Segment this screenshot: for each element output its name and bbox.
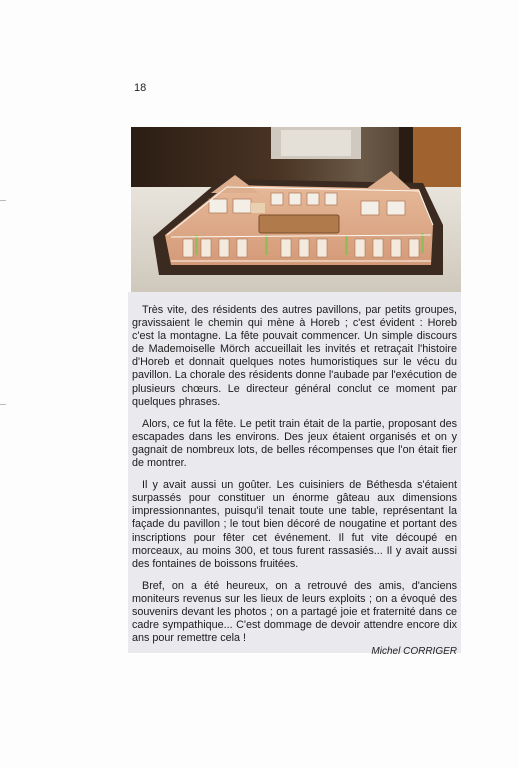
article-text-block: [128, 292, 461, 653]
paragraph-4: Bref, on a été heureux, on a retrouvé des amis, d'anciens moniteurs revenus sur les lieux de leurs exploits ; on a évoqué des souvenirs devant les photos ; on a partagé joie et fraternité dans ce cadre sympathique... C'est dommage de devoir attendre encore dix ans pour remettre cela !: [132, 579, 457, 645]
paragraph-2: Alors, ce fut la fête. Le petit train était de la partie, proposant des escapades dans les environs. Des jeux étaient organisés et on y gagnait de nombreux lots, de belles récompenses que l'on était fier de montrer.: [132, 417, 457, 470]
cake-photo: [131, 127, 461, 292]
cake-illustration: [131, 127, 461, 292]
margin-mark: [0, 404, 6, 405]
page-number: 18: [134, 82, 147, 94]
paragraph-1: Très vite, des résidents des autres pavillons, par petits groupes, gravissaient le chemin qui mène à Horeb ; c'est évident : Horeb c'est la montagne. La fête pouvait commencer. Un simple discours de Mademoiselle Mörch accueillait les invités et retraçait l'histoire d'Horeb et donnait quelques notes humoristiques sur le vécu du pavillon. La chorale des résidents donne l'aubade par l'exécution de plusieurs chœurs. Le directeur général conclut ce moment par quelques phrases.: [132, 304, 457, 408]
author-signature: Michel CORRIGER: [371, 646, 457, 657]
margin-mark: [0, 200, 6, 201]
paragraph-3: Il y avait aussi un goûter. Les cuisiniers de Béthesda s'étaient surpassés pour constituer un énorme gâteau aux dimensions impressionnantes, puisqu'il tenait toute une table, représentant la façade du pavillon ; le tout bien décoré de nougatine et portant des inscriptions pour fêter cet événement. Il fut vite découpé en morceaux, au moins 300, et tous furent rassasiés... Il y avait aussi des fontaines de boissons fruitées.: [132, 479, 457, 570]
